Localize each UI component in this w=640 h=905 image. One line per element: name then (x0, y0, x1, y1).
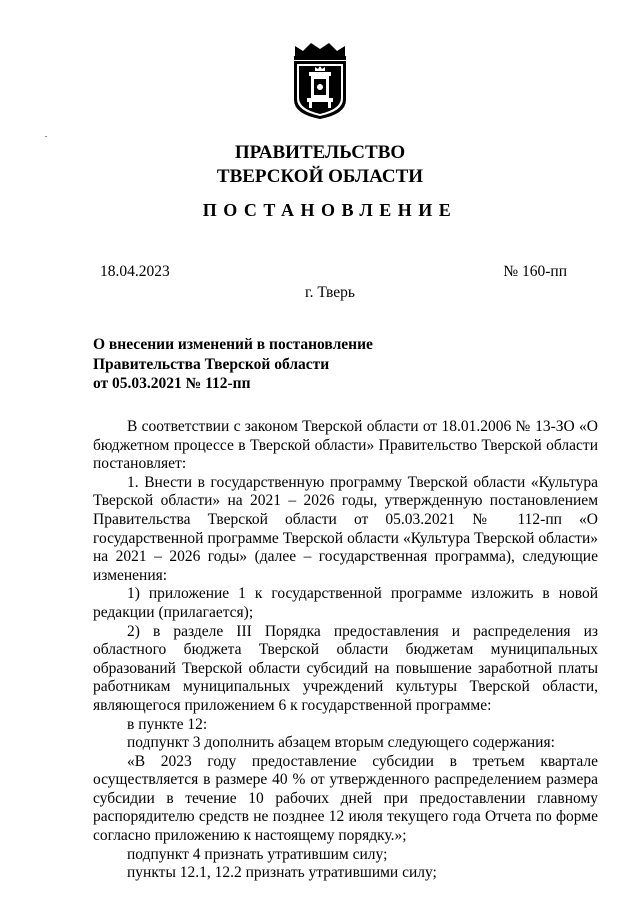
scan-mark (45, 136, 47, 137)
doc-number: № 160-пп (503, 263, 567, 280)
subject-line: О внесении изменений в постановление (93, 336, 373, 353)
doc-subject (93, 335, 423, 394)
doc-type-title: ПОСТАНОВЛЕНИЕ (202, 200, 458, 220)
body-paragraph: В соответствии с законом Тверской области от 18.01.2006 № 13-ЗО «О бюджетном процессе в Тверской области» Правительство Тверской области постановляет: (93, 418, 598, 473)
subject-line: от 05.03.2021 № 112-пп (93, 375, 251, 392)
body-paragraph: в пункте 12: (127, 715, 208, 733)
subject-line: Правительства Тверской области (93, 355, 330, 373)
body-paragraph: 1) приложение 1 к государственной программе изложить в новой редакции (прилагается); (93, 585, 598, 621)
body-paragraph: подпункт 3 дополнить абзацем вторым следующего содержания: (127, 734, 555, 752)
tver-oblast-coat-of-arms-icon (289, 42, 351, 120)
doc-city: г. Тверь (305, 284, 355, 301)
body-paragraph: пункты 12.1, 12.2 признать утратившими силу; (127, 864, 437, 882)
doc-date: 18.04.2023 (100, 263, 170, 280)
org-name-line1: ПРАВИТЕЛЬСТВО (234, 142, 406, 163)
body-paragraph: 2) в разделе III Порядка предоставления и распределения из областного бюджета Тверской области бюджетам муниципальных образований Тверской области субсидий на повышение заработной платы работникам муниципальных учреждений культуры Тверской области, являющегося приложением 6 к государственной программе: (93, 622, 598, 714)
body-paragraph: «В 2023 году предоставление субсидии в третьем квартале осуществляется в размере 40 % от утвержденного распределением размера субсидии в течение 10 рабочих дней при предоставлении главному распорядителю средств не позднее 12 июля текущего года Отчета по форме согласно приложению к настоящему порядку.»; (93, 752, 598, 845)
body-paragraph: подпункт 4 признать утратившим силу; (127, 845, 388, 863)
doc-body (93, 418, 598, 883)
org-name-line2: ТВЕРСКОЙ ОБЛАСТИ (216, 166, 424, 187)
body-paragraph: 1. Внести в государственную программу Тверской области «Культура Тверской области» на 2021 – 2026 годы, утвержденную постановлением Правительства Тверской области от 05.03.2021 № 112-пп «О государственной программе Тверской области «Культура Тверской области» на 2021 – 2026 годы» (далее – государственная программа), следующие изменения: (93, 473, 598, 584)
